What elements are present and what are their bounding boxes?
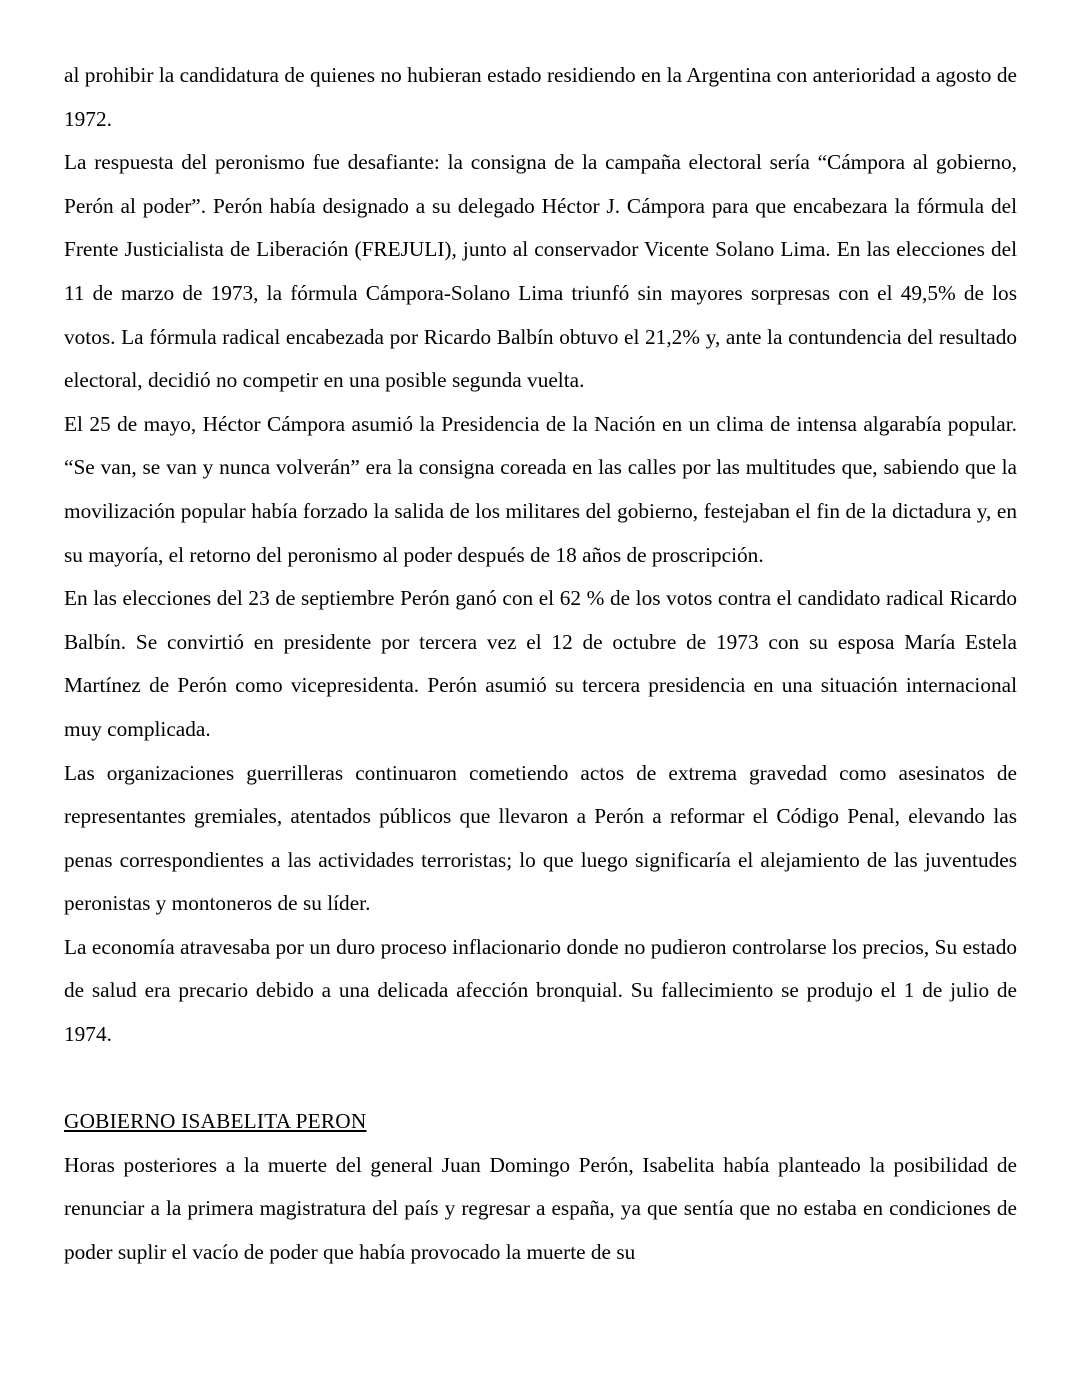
paragraph-economia: La economía atravesaba por un duro proceso inflacionario donde no pudieron controlarse los precios, Su estado de salud era precario debido a una delicada afección bronquial. Su fallecimiento se produjo el 1 de julio de 1974. [64, 934, 1017, 1047]
paragraph-candidatura: al prohibir la candidatura de quienes no hubieran estado residiendo en la Argentina con anterioridad a agosto de 1972. [64, 63, 1017, 131]
paragraph-respuesta-peronismo: La respuesta del peronismo fue desafiante: la consigna de la campaña electoral sería “Cámpora al gobierno, Perón al poder”. Perón había designado a su delegado Héctor J. Cámpora para que encabezara la fórmula del Frente Justicialista de Liberación (FREJULI), junto al conservador Vicente Solano Lima. En las elecciones del 11 de marzo de 1973, la fórmula Cámpora-Solano Lima triunfó sin mayores sorpresas con el 49,5% de los votos. La fórmula radical encabezada por Ricardo Balbín obtuvo el 21,2% y, ante la contundencia del resultado electoral, decidió no competir en una posible segunda vuelta. [64, 150, 1017, 393]
paragraph-horas-posteriores: Horas posteriores a la muerte del general Juan Domingo Perón, Isabelita había planteado la posibilidad de renunciar a la primera magistratura del país y regresar a españa, ya que sentía que no estaba en condiciones de poder suplir el vacío de poder que había provocado la muerte de su [64, 1152, 1017, 1265]
paragraph-elecciones-septiembre: En las elecciones del 23 de septiembre Perón ganó con el 62 % de los votos contra el candidato radical Ricardo Balbín. Se convirtió en presidente por tercera vez el 12 de octubre de 1973 con su esposa María Estela Martínez de Perón como vicepresidenta. Perón asumió su tercera presidencia en una situación internacional muy complicada. [64, 586, 1017, 741]
section-heading-gobierno-isabelita: GOBIERNO ISABELITA PERON [64, 1109, 367, 1134]
paragraph-organizaciones-guerrilleras: Las organizaciones guerrilleras continuaron cometiendo actos de extrema gravedad como asesinatos de representantes gremiales, atentados públicos que llevaron a Perón a reformar el Código Penal, elevando las penas correspondientes a las actividades terroristas; lo que luego significaría el alejamiento de las juventudes peronistas y montoneros de su líder. [64, 760, 1017, 916]
paragraph-campora-asume: El 25 de mayo, Héctor Cámpora asumió la Presidencia de la Nación en un clima de intensa algarabía popular. “Se van, se van y nunca volverán” era la consigna coreada en las calles por las multitudes que, sabiendo que la movilización popular había forzado la salida de los militares del gobierno, festejaban el fin de la dictadura y, en su mayoría, el retorno del peronismo al poder después de 18 años de proscripción. [64, 411, 1017, 567]
